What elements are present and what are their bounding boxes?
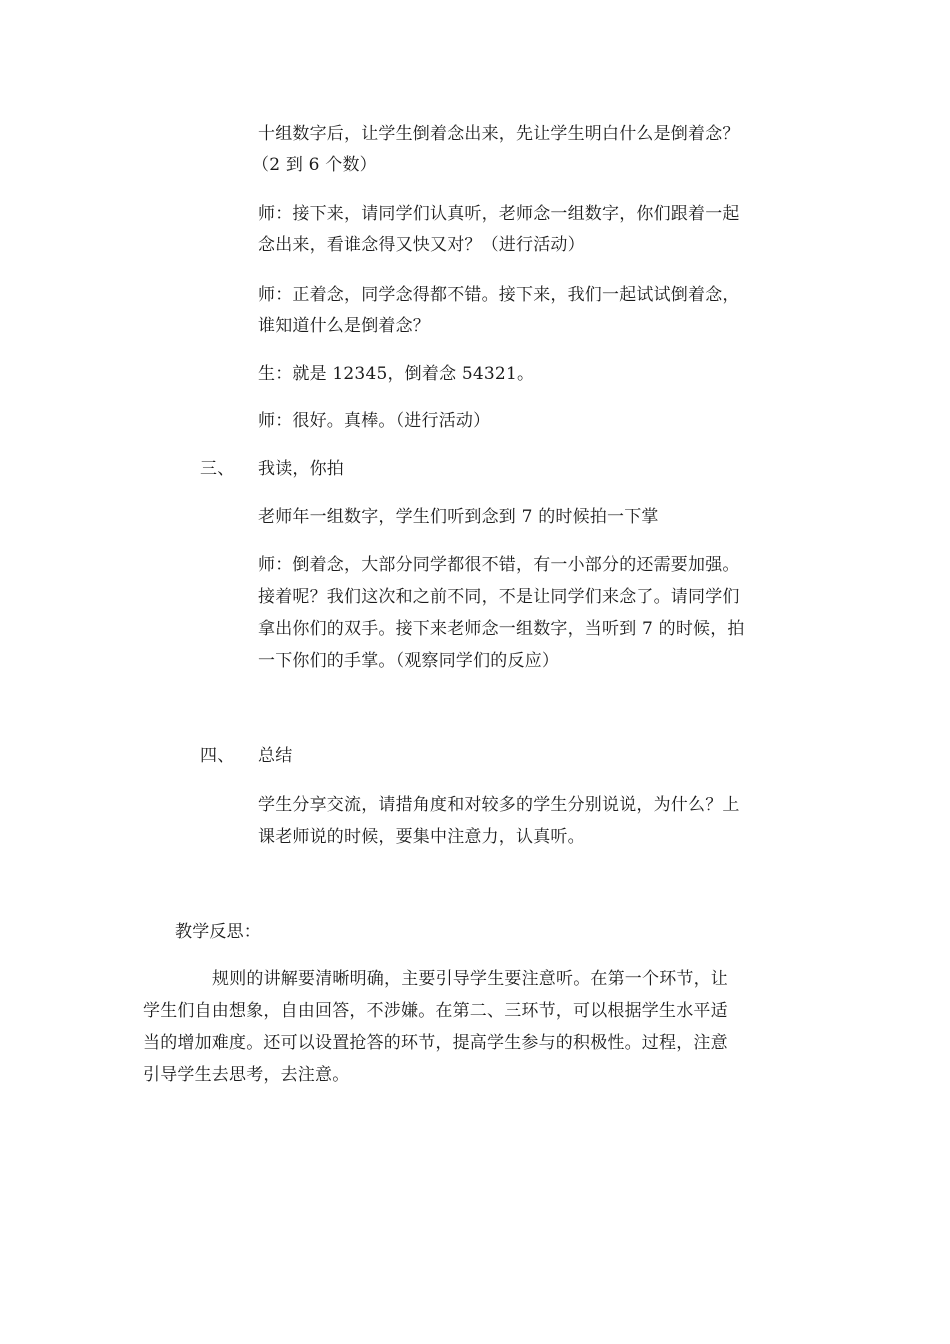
text-line: 谁知道什么是倒着念？ [258,316,430,336]
text-line: 师：接下来，请同学们认真听，老师念一组数字，你们跟着一起 [258,204,740,224]
reflection-heading: 教学反思： [175,922,261,942]
text-line: 当的增加难度。还可以设置抢答的环节，提高学生参与的积极性。过程，注意 [143,1033,728,1053]
text-line: 规则的讲解要清晰明确，主要引导学生要注意听。在第一个环节，让 [212,969,728,989]
text-line: 课老师说的时候，要集中注意力，认真听。 [258,827,585,847]
text-line: 学生们自由想象，自由回答，不涉嫌。在第二、三环节，可以根据学生水平适 [143,1001,728,1021]
text-line: （2 到 6 个数） [252,155,377,175]
text-line: 接着呢？我们这次和之前不同，不是让同学们来念了。请同学们 [258,587,740,607]
text-line: 学生分享交流，请措角度和对较多的学生分别说说，为什么？上 [258,795,740,815]
text-line: 师：很好。真棒。（进行活动） [258,411,491,431]
section-number: 四、 [200,746,235,766]
text-line: 十组数字后，让学生倒着念出来，先让学生明白什么是倒着念？ [258,124,740,144]
text-line: 老师年一组数字，学生们听到念到 7 的时候拍一下掌 [258,507,659,527]
section-number: 三、 [200,459,235,479]
text-line: 引导学生去思考，去注意。 [143,1065,350,1085]
text-line: 拿出你们的双手。接下来老师念一组数字，当听到 7 的时候，拍 [258,619,745,639]
text-line: 师：正着念，同学念得都不错。接下来，我们一起试试倒着念， [258,285,740,305]
section-title: 总结 [258,746,293,766]
section-title: 我读，你拍 [258,459,344,479]
text-line: 师：倒着念，大部分同学都很不错，有一小部分的还需要加强。 [258,555,740,575]
text-line: 念出来，看谁念得又快又对？（进行活动） [258,235,585,255]
text-line: 一下你们的手掌。（观察同学们的反应） [258,651,560,671]
text-line: 生：就是 12345，倒着念 54321。 [258,364,535,384]
